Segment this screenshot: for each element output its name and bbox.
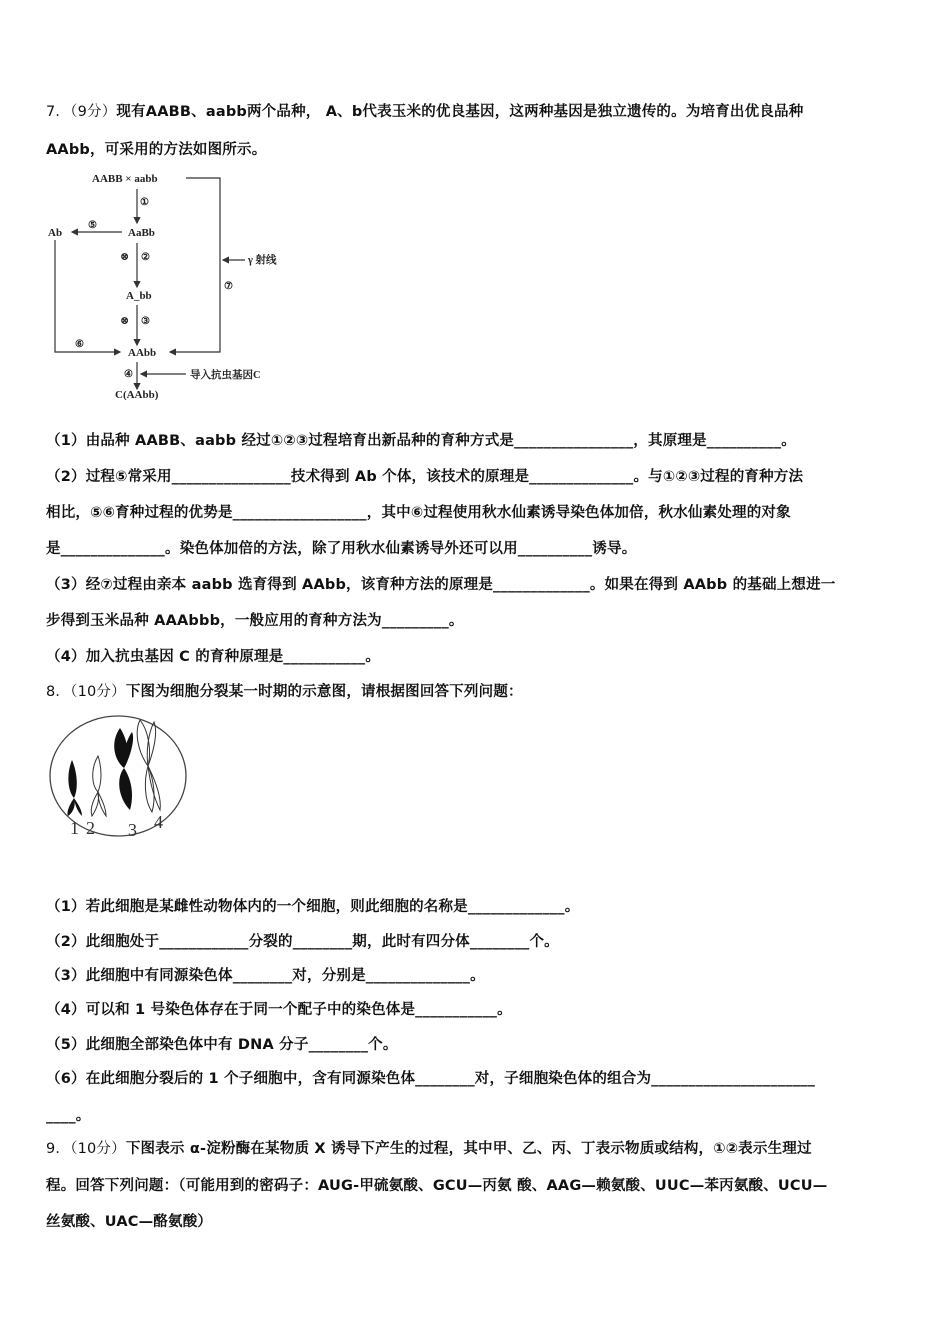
breeding-diagram [40, 165, 300, 405]
q7-sub-2: （2）过程⑤常采用________________技术得到 Ab 个体，该技术的原理是______________。与①②③过程的育种方法 [46, 469, 804, 485]
step-3-label: ③ [141, 316, 150, 327]
q8-sub-3: （3）此细胞中有同源染色体________对，分别是______________。 [46, 968, 485, 984]
q8-sub-6: （6）在此细胞分裂后的 1 个子细胞中，含有同源染色体________对，子细胞染色体的组合为______________________ [46, 1071, 816, 1087]
q7-sub-3: （3）经⑦过程由亲本 aabb 选育得到 AAbb，该育种方法的原理是_____________。如果在得到 AAbb 的基础上想进一 [46, 577, 836, 593]
f2-label: A_bb [126, 290, 152, 302]
chromosome-4 [137, 720, 160, 812]
q8-sub-4: （4）可以和 1 号染色体存在于同一个配子中的染色体是___________。 [46, 1002, 512, 1018]
chromosome-label-4: 4 [154, 812, 163, 832]
result-label: C(AAbb) [115, 389, 159, 401]
q8-sub-6-cont: ____。 [46, 1108, 91, 1124]
q7-sub-1: （1）由品种 AABB、aabb 经过①②③过程培育出新品种的育种方式是________________，其原理是__________。 [46, 433, 796, 449]
target-label: AAbb [128, 347, 157, 359]
chromosome-1 [67, 760, 82, 816]
q9-line1 [46, 1139, 812, 1159]
gamma-ray-label: γ 射线 [248, 255, 277, 266]
step-4-label: ④ [124, 369, 133, 380]
chromosome-label-2: 2 [86, 818, 95, 838]
q7-stem: 现有AABB、aabb两个品种， A、b代表玉米的优良基因，这两种基因是独立遗传的。为培育出优良品种 [116, 104, 804, 120]
chromosome-2 [91, 756, 106, 816]
step-6-label: ⑥ [75, 339, 84, 350]
q8-sub-1: （1）若此细胞是某雌性动物体内的一个细胞，则此细胞的名称是_____________。 [46, 899, 580, 915]
step-5-label: ⑤ [88, 220, 97, 231]
q7-line2: AAbb，可采用的方法如图所示。 [46, 142, 267, 158]
q7-sub-2-cont2: 是______________。染色体加倍的方法，除了用秋水仙素诱导外还可以用__________诱导。 [46, 541, 637, 557]
f1-label: AaBb [128, 227, 155, 239]
chromosome-label-1: 1 [70, 818, 79, 838]
self-cross-icon: ⊗ [120, 315, 130, 327]
step-2-label: ② [141, 252, 150, 263]
cell-division-figure [48, 712, 193, 842]
haploid-label: Ab [48, 227, 63, 239]
chromosome-3 [114, 728, 133, 810]
q7-sub-2-cont: 相比，⑤⑥育种过程的优势是__________________，其中⑥过程使用秋水仙素诱导染色体加倍，秋水仙素处理的对象 [46, 505, 791, 521]
q8-stem: 下图为细胞分裂某一时期的示意图，请根据图回答下列问题： [125, 684, 523, 700]
parents-label: AABB × aabb [92, 173, 158, 185]
q9-stem: 下图表示 α-淀粉酶在某物质 X 诱导下产生的过程，其中甲、乙、丙、丁表示物质或结构，①②表示生理过 [125, 1141, 812, 1157]
step-1-label: ① [140, 197, 149, 208]
q9-line2: 程。回答下列问题：（可能用到的密码子：AUG-甲硫氨酸、GCU—丙氨 酸、AAG—赖氨酸、UUC—苯丙氨酸、UCU— [46, 1178, 828, 1194]
q9-number: 9．（10分） [46, 1141, 126, 1157]
q8-line1 [46, 682, 523, 702]
step-7-label: ⑦ [224, 281, 233, 292]
q9-line3: 丝氨酸、UAC—酪氨酸） [46, 1214, 213, 1230]
q7-number: 7．（9分） [46, 104, 117, 120]
chromosome-label-3: 3 [128, 820, 137, 840]
gene-import-label: 导入抗虫基因C [190, 370, 261, 381]
q7-line1 [46, 102, 803, 122]
q7-sub-4: （4）加入抗虫基因 C 的育种原理是___________。 [46, 649, 381, 665]
self-cross-icon: ⊗ [120, 251, 130, 263]
q7-sub-3-cont: 步得到玉米品种 AAAbbb，一般应用的育种方法为_________。 [46, 613, 464, 629]
q8-sub-5: （5）此细胞全部染色体中有 DNA 分子________个。 [46, 1037, 398, 1053]
q8-number: 8．（10分） [46, 684, 126, 700]
q8-sub-2: （2）此细胞处于____________分裂的________期，此时有四分体________个。 [46, 934, 559, 950]
